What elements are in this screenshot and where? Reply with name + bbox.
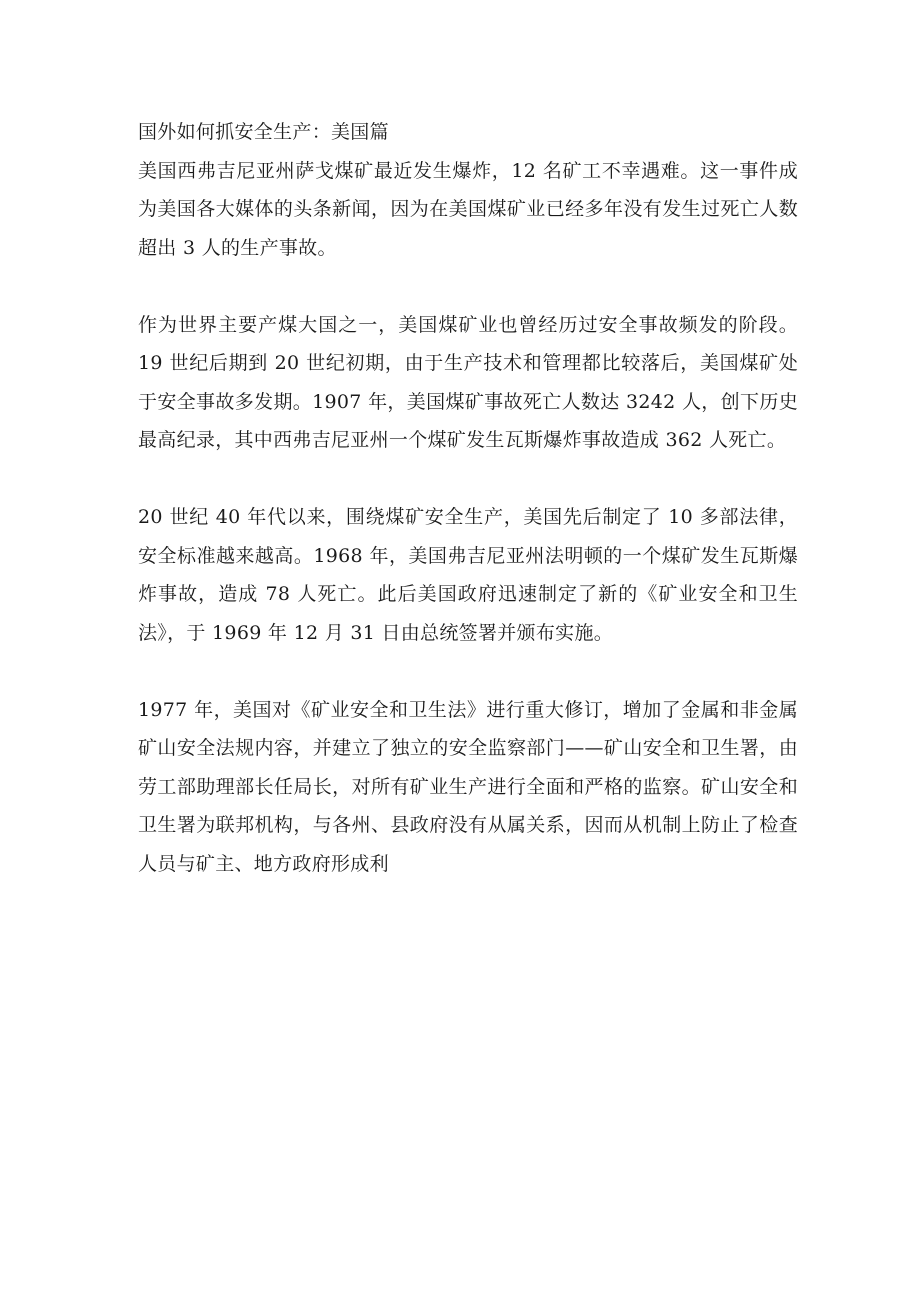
document-body <box>138 113 798 883</box>
document-title: 国外如何抓安全生产：美国篇 <box>138 121 389 143</box>
paragraph-3: 20 世纪 40 年代以来，围绕煤矿安全生产，美国先后制定了 10 多部法律，安全标准越来越高。1968 年，美国弗吉尼亚州法明顿的一个煤矿发生瓦斯爆炸事故，造成 78 人死亡。此后美国政府迅速制定了新的《矿业安全和卫生法》，于 1969 年 12 月 31 日由总统签署并颁布实施。 <box>138 506 798 644</box>
paragraph-1: 美国西弗吉尼亚州萨戈煤矿最近发生爆炸，12 名矿工不幸遇难。这一事件成为美国各大媒体的头条新闻，因为在美国煤矿业已经多年没有发生过死亡人数超出 3 人的生产事故。 <box>138 159 798 259</box>
paragraph-2: 作为世界主要产煤大国之一，美国煤矿业也曾经历过安全事故频发的阶段。19 世纪后期到 20 世纪初期，由于生产技术和管理都比较落后，美国煤矿处于安全事故多发期。1907 年，美国煤矿事故死亡人数达 3242 人，创下历史最高纪录，其中西弗吉尼亚州一个煤矿发生瓦斯爆炸事故造成 362 人死亡。 <box>138 313 798 451</box>
paragraph-4: 1977 年，美国对《矿业安全和卫生法》进行重大修订，增加了金属和非金属矿山安全法规内容，并建立了独立的安全监察部门——矿山安全和卫生署，由劳工部助理部长任局长，对所有矿业生产进行全面和严格的监察。矿山安全和卫生署为联邦机构，与各州、县政府没有从属关系，因而从机制上防止了检查人员与矿主、地方政府形成利 <box>138 698 798 875</box>
